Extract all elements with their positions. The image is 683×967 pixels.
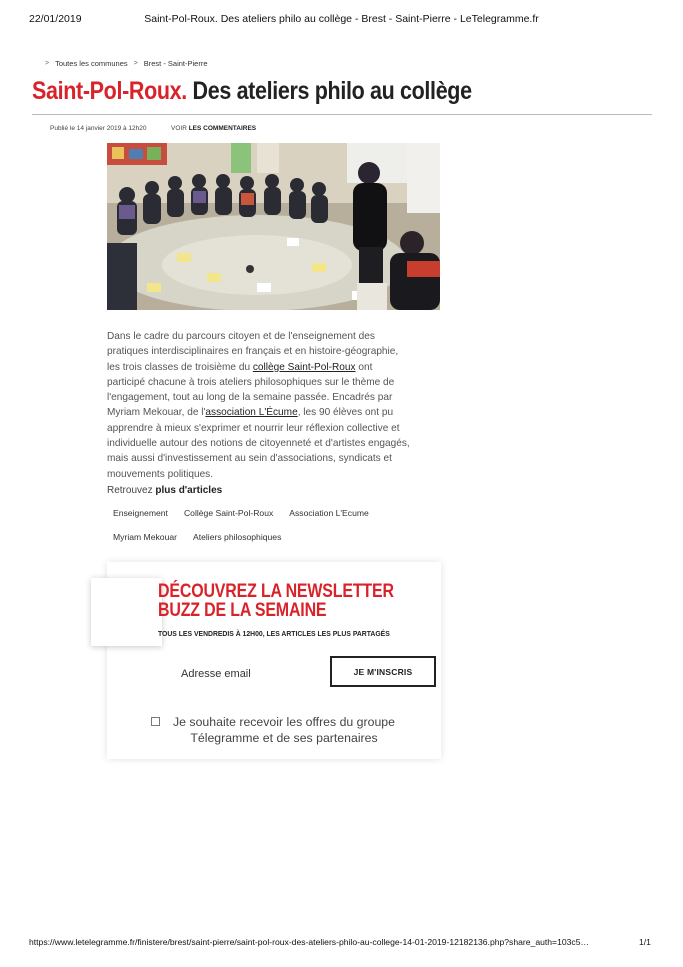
optin-checkbox[interactable] bbox=[151, 717, 160, 726]
tag-association[interactable]: Association L'Ecume bbox=[283, 503, 375, 523]
newsletter-subtitle: TOUS LES VENDREDIS À 12H00, LES ARTICLES LES PLUS PARTAGÉS bbox=[158, 629, 390, 638]
headline-divider bbox=[32, 114, 652, 115]
optin-label: Je souhaite recevoir les offres du groupe Télegramme et de ses partenaires bbox=[173, 715, 395, 745]
article-body bbox=[107, 329, 413, 482]
tag-myriam-mekouar[interactable]: Myriam Mekouar bbox=[107, 527, 183, 547]
more-articles-label bbox=[107, 485, 222, 496]
newsletter-card-image bbox=[91, 578, 162, 646]
article-paragraph bbox=[107, 329, 413, 482]
print-date: 22/01/2019 bbox=[29, 13, 82, 25]
tag-ateliers[interactable]: Ateliers philosophiques bbox=[187, 527, 287, 547]
print-header bbox=[0, 13, 683, 27]
body-text-2: ont participé chacune à trois ateliers philosophiques sur le thème de l'engagement, tout au long de la semaine passée. Encadrés par Myriam Mekouar, de l' bbox=[107, 361, 395, 419]
print-page-title: Saint-Pol-Roux. Des ateliers philo au collège - Brest - Saint-Pierre - LeTelegramme.fr bbox=[144, 13, 539, 25]
body-text-3: , les 90 élèves ont pu apprendre à mieux s'exprimer et nourrir leur réflexion collective et individuelle autour des notions de citoyenneté et d'artistes engagés, mais aussi d'investissement au sein d'associations, syndicats et mouvements politiques. bbox=[107, 407, 410, 480]
link-college[interactable]: collège Saint-Pol-Roux bbox=[252, 361, 356, 373]
classroom-photo-illustration bbox=[107, 143, 440, 310]
breadcrumb-separator: > bbox=[45, 60, 50, 67]
headline-location: Saint-Pol-Roux. bbox=[32, 77, 187, 105]
breadcrumb-item-communes[interactable]: Toutes les communes bbox=[55, 59, 128, 68]
breadcrumb-item-brest[interactable]: Brest - Saint-Pierre bbox=[143, 59, 208, 68]
link-association[interactable]: association L'Écume bbox=[205, 407, 298, 419]
print-page-number: 1/1 bbox=[639, 937, 651, 947]
breadcrumb-separator: > bbox=[133, 60, 138, 67]
breadcrumb bbox=[45, 59, 208, 68]
article-photo bbox=[107, 143, 440, 310]
more-bold: plus d'articles bbox=[155, 485, 223, 496]
comments-prefix: VOIR bbox=[171, 125, 189, 132]
print-url: https://www.letelegramme.fr/finistere/brest/saint-pierre/saint-pol-roux-des-ateliers-philo-au-college-14-01-2019-12182136.php?share_auth=103c5… bbox=[29, 937, 590, 947]
headline-title: Des ateliers philo au collège bbox=[192, 77, 472, 105]
publish-date: Publié le 14 janvier 2019 à 12h20 bbox=[50, 125, 147, 132]
tag-list bbox=[107, 503, 407, 547]
tag-college[interactable]: Collège Saint-Pol-Roux bbox=[178, 503, 279, 523]
subscribe-button[interactable]: JE M'INSCRIS bbox=[330, 656, 436, 687]
newsletter-title: DÉCOUVREZ LA NEWSLETTER BUZZ DE LA SEMAINE bbox=[158, 581, 394, 621]
comments-link[interactable] bbox=[171, 125, 256, 132]
more-prefix: Retrouvez bbox=[107, 485, 156, 496]
comments-label: LES COMMENTAIRES bbox=[188, 125, 257, 132]
email-field[interactable] bbox=[181, 668, 321, 680]
tag-enseignement[interactable]: Enseignement bbox=[107, 503, 174, 523]
article-headline bbox=[32, 76, 565, 106]
body-text-1: Dans le cadre du parcours citoyen et de l'enseignement des pratiques interdisciplinaires en français et en histoire-géographie, les trois classes de troisième du bbox=[107, 331, 399, 373]
